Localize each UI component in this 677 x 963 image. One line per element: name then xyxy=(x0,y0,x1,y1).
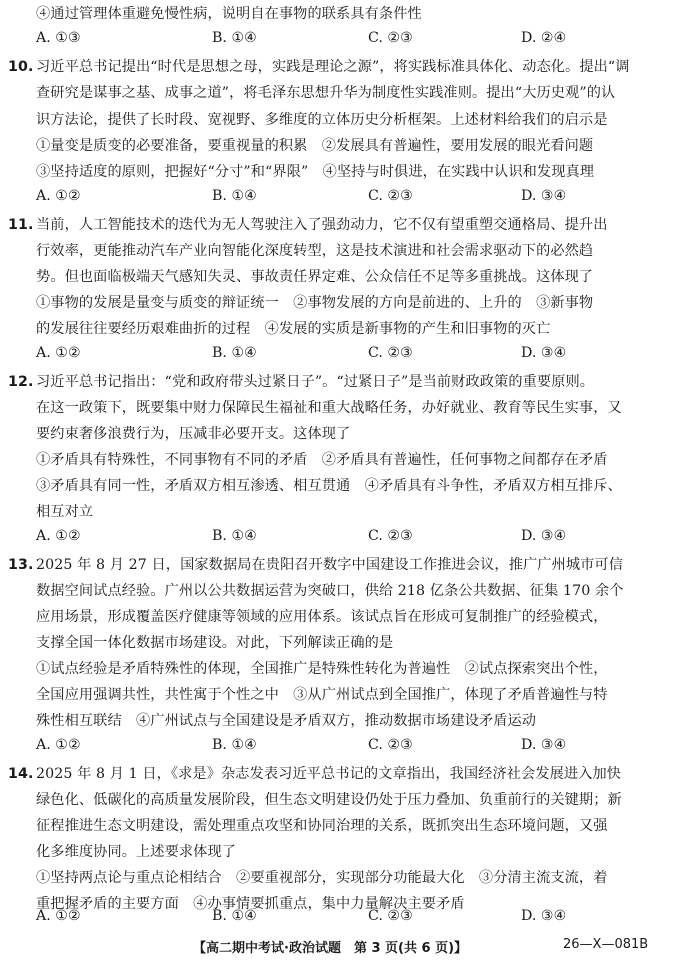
answer-option-d: D. ③④ xyxy=(521,528,567,544)
answer-option-c: C. ②③ xyxy=(368,188,413,204)
question-text-line: 习近平总书记指出：“党和政府带头过紧日子”。“过紧日子”是当前财政政策的重要原则。 xyxy=(36,374,595,390)
footer-title: 【高二期中考试·政治试题 第 3 页(共 6 页)】 xyxy=(193,941,468,956)
answer-option-b: B. ①④ xyxy=(212,30,257,46)
option-statement: ①坚持两点论与重点论相结合 ②要重视部分，实现部分功能最大化 ③分清主流支流，着 xyxy=(36,870,608,886)
question-text-line: 支撑全国一体化数据市场建设。对此，下列解读正确的是 xyxy=(36,635,394,651)
question-text-line: 2025 年 8 月 27 日，国家数据局在贵阳召开数字中国建设工作推进会议，推广广州城市可信 xyxy=(36,557,623,573)
question-number: 14. xyxy=(8,766,34,782)
answer-option-b: B. ①④ xyxy=(212,737,257,753)
option-statement: ①量变是质变的必要准备，要重视量的积累 ②发展具有普遍性，要用发展的眼光看问题 xyxy=(36,138,594,154)
question-number: 12. xyxy=(8,374,34,390)
option-statement: 殊性相互联结 ④广州试点与全国建设是矛盾双方，推动数据市场建设矛盾运动 xyxy=(36,713,537,729)
answer-options xyxy=(0,30,677,50)
answer-option-b: B. ①④ xyxy=(212,908,257,924)
question-number: 10. xyxy=(8,59,34,75)
answer-option-a: A. ①② xyxy=(36,528,81,544)
answer-option-c: C. ②③ xyxy=(368,737,413,753)
option-statement: 全国应用强调共性，共性寓于个性之中 ③从广州试点到全国推广，体现了矛盾普遍性与特 xyxy=(36,687,608,703)
answer-option-b: B. ①④ xyxy=(212,345,257,361)
question-text-line: 查研究是谋事之基、成事之道”，将毛泽东思想升华为制度性实践准则。提出“大历史观”的认 xyxy=(36,85,616,101)
answer-option-d: D. ③④ xyxy=(521,345,567,361)
option-statement: ①矛盾具有特殊性，不同事物有不同的矛盾 ②矛盾具有普遍性，任何事物之间都存在矛盾 xyxy=(36,452,608,468)
question-text-line: 征程推进生态文明建设，需处理重点攻坚和协同治理的关系，既抓突出生态环境问题，又强 xyxy=(36,818,608,834)
question-text-line: 势。但也面临极端天气感知失灵、事故责任界定难、公众信任不足等多重挑战。这体现了 xyxy=(36,269,594,285)
answer-option-a: A. ①② xyxy=(36,908,81,924)
option-statement: ③坚持适度的原则，把握好“分寸”和“界限” ④坚持与时俱进，在实践中认识和发现真理 xyxy=(36,164,595,180)
answer-option-c: C. ②③ xyxy=(368,345,413,361)
answer-options xyxy=(0,345,677,365)
option-statement: ④通过管理体重避免慢性病，说明自在事物的联系具有条件性 xyxy=(36,6,422,22)
question-text-line: 数据空间试点经验。广州以公共数据运营为突破口，供给 218 亿条公共数据、征集 170 余个 xyxy=(36,583,624,599)
page-footer xyxy=(0,937,677,957)
answer-option-d: D. ③④ xyxy=(521,188,567,204)
answer-option-c: C. ②③ xyxy=(368,30,413,46)
answer-options xyxy=(0,528,677,548)
answer-options xyxy=(0,737,677,757)
question-text-line: 当前，人工智能技术的迭代为无人驾驶注入了强劲动力，它不仅有望重塑交通格局、提升出 xyxy=(36,217,608,233)
option-statement: ①试点经验是矛盾特殊性的体现，全国推广是特殊性转化为普遍性 ②试点探索突出个性， xyxy=(36,661,608,677)
answer-options xyxy=(0,908,677,928)
question-text-line: 应用场景，形成覆盖医疗健康等领域的应用体系。该试点旨在形成可复制推广的经验模式， xyxy=(36,609,608,625)
answer-option-a: A. ①③ xyxy=(36,30,81,46)
answer-option-a: A. ①② xyxy=(36,345,81,361)
question-text-line: 行效率，更能推动汽车产业向智能化深度转型，这是技术演进和社会需求驱动下的必然趋 xyxy=(36,243,594,259)
exam-code: 26—X—081B xyxy=(563,937,649,952)
question-number: 13. xyxy=(8,557,34,573)
answer-option-d: D. ②④ xyxy=(521,30,567,46)
option-statement: 重把握矛盾的主要方面 ④办事情要抓重点，集中力量解决主要矛盾 xyxy=(36,896,465,912)
question-text-line: 2025 年 8 月 1 日，《求是》杂志发表习近平总书记的文章指出，我国经济社会发展进入加快 xyxy=(36,766,622,782)
answer-option-d: D. ③④ xyxy=(521,908,567,924)
answer-option-b: B. ①④ xyxy=(212,188,257,204)
option-statement: 相互对立 xyxy=(36,504,94,520)
answer-option-c: C. ②③ xyxy=(368,908,413,924)
answer-option-b: B. ①④ xyxy=(212,528,257,544)
question-text-line: 绿色化、低碳化的高质量发展阶段，但生态文明建设仍处于压力叠加、负重前行的关键期；新 xyxy=(36,792,622,808)
answer-option-d: D. ③④ xyxy=(521,737,567,753)
option-statement: ③矛盾具有同一性，矛盾双方相互渗透、相互贯通 ④矛盾具有斗争性，矛盾双方相互排斥、 xyxy=(36,478,622,494)
answer-option-c: C. ②③ xyxy=(368,528,413,544)
answer-option-a: A. ①② xyxy=(36,188,81,204)
question-text-line: 要约束奢侈浪费行为，压减非必要开支。这体现了 xyxy=(36,426,351,442)
answer-option-a: A. ①② xyxy=(36,737,81,753)
question-number: 11. xyxy=(8,217,34,233)
question-text-line: 在这一政策下，既要集中财力保障民生福祉和重大战略任务，办好就业、教育等民生实事，又 xyxy=(36,400,622,416)
question-text-line: 习近平总书记提出“时代是思想之母，实践是理论之源”，将实践标准具体化、动态化。提出“调 xyxy=(36,59,630,75)
question-text-line: 识方法论，提供了长时段、宽视野、多维度的立体历史分析框架。上述材料给我们的启示是 xyxy=(36,112,608,128)
option-statement: 的发展往往要经历艰难曲折的过程 ④发展的实质是新事物的产生和旧事物的灭亡 xyxy=(36,321,551,337)
question-text-line: 化多维度协同。上述要求体现了 xyxy=(36,844,237,860)
option-statement: ①事物的发展是量变与质变的辩证统一 ②事物发展的方向是前进的、上升的 ③新事物 xyxy=(36,295,594,311)
answer-options xyxy=(0,188,677,208)
